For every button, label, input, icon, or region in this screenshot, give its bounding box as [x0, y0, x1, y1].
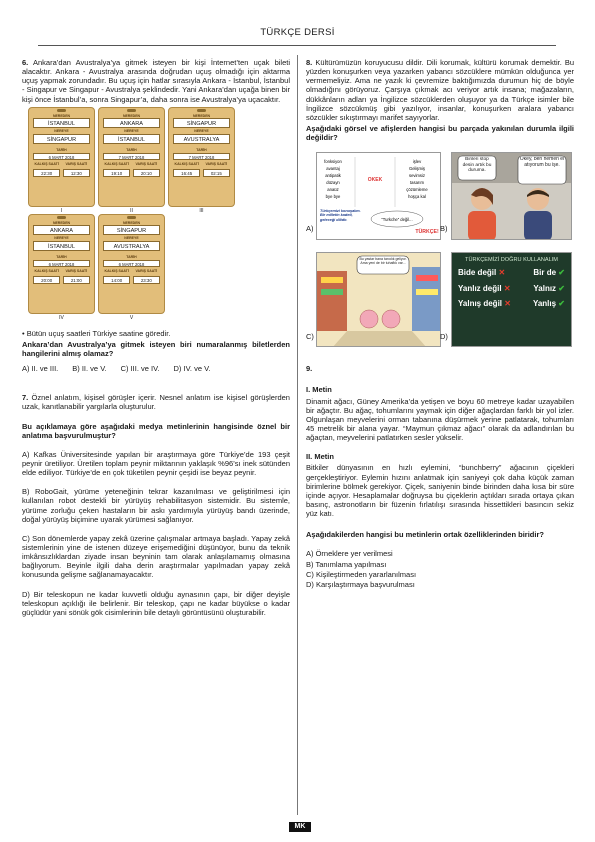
q9-option-b[interactable]: B) Tanımlama yapılması [306, 559, 387, 569]
q8-image-d[interactable] [451, 252, 572, 347]
column-divider [297, 55, 298, 815]
ticket-label-date: TARİH [56, 148, 67, 153]
ticket-label-to: NEREYE [194, 129, 209, 134]
word-foreign: düzayn [326, 180, 340, 186]
q8-image-a[interactable] [316, 152, 441, 240]
ticket-3 [168, 107, 235, 207]
cartoon-street-svg [317, 253, 441, 347]
ticket-2 [98, 107, 165, 207]
word-turkish: sevimsiz [408, 173, 426, 179]
ticket-label-to: NEREYE [124, 236, 139, 241]
q9-text1-title: I. Metin [306, 385, 332, 395]
ticket-time-labels [103, 162, 160, 166]
brand-text: OKEK [367, 177, 383, 184]
ticket-arr: 21:00 [63, 276, 90, 284]
ticket-from: SİNGAPUR [103, 225, 160, 235]
ticket-label-from: NEREDEN [122, 220, 141, 225]
ticket-to: İSTANBUL [103, 134, 160, 144]
ticket-label-dep: KALKIŞ SAATİ [104, 269, 129, 273]
ticket-pin [127, 109, 136, 112]
check-icon: ✔ [558, 299, 565, 309]
ticket-arr: 23:30 [133, 276, 160, 284]
ticket-label-date: TARİH [126, 255, 137, 260]
q8-question: Aşağıdaki görsel ve afişlerden hangisi bu parçada yakınılan durumla ilgili değildir? [306, 123, 574, 143]
q9-option-a[interactable]: A) Örneklere yer verilmesi [306, 549, 393, 559]
ticket-caption: V [129, 314, 134, 321]
ticket-group [22, 107, 290, 325]
q7-option-c[interactable]: C) Son dönemlerde yapay zekâ üzerine çalışmalar artmaya başladı. Yapay zekâ sistemlerinin yine de istenen düzeye erişemediğini düşünüyor, bunu da teknik imkânsızlıklardan ziyade insan beyninin tam olarak anlaşılamamış olmasına bağlıyorum. Beyinle ilgili daha derin araştırmalar yapılmadan yapay zekâ konusunda gelişme sağlanamayacaktır. [22, 533, 290, 580]
q8-text: 8. Kültürümüzün koruyucusu dildir. Dili korumak, kültürü korumak demektir. Bu yüzden konuşurken veya yazarken yabancı sözcüklere mümkün olduğunca yer vermemeliyiz. Ama ne yazık ki çevremize baktığımızda durumun hiç de böyle olmadığını görüyoruz. Çarşıya çıkmak acı veriyor artık insana; mağazaların, dükkânların adları ya İngilizce sözcüklerden oluşuyor ya da Türkçe isimler bile İngilizce sözcükmüş gibi yazılıyor, insanlar, konuşurken aralara yabancı sözcükler sıkıştırmayı marifet sayıyorlar. [306, 58, 574, 122]
ticket-to: AVUSTRALYA [103, 241, 160, 251]
ticket-times [33, 168, 90, 177]
ticket-dep: 19:10 [103, 169, 130, 177]
ticket-time-labels [103, 269, 160, 273]
street-bubble: Bu yastar bana tanıdık geliyor. Ama yeni de bir tuhaflık var... [359, 257, 407, 266]
ticket-label-dep: KALKIŞ SAATİ [104, 162, 129, 166]
ticket-from: ANKARA [33, 225, 90, 235]
q9-options [306, 549, 574, 589]
cartoon-people-svg [452, 153, 572, 240]
ticket-times [103, 168, 160, 177]
ticket-time-labels [173, 162, 230, 166]
q8-label-d[interactable]: D) [440, 332, 448, 342]
ticket-dep: 14:00 [103, 276, 130, 284]
check-icon: ✔ [558, 267, 565, 277]
ticket-from: SİNGAPUR [173, 118, 230, 128]
ticket-label-arr: VARIŞ SAATİ [205, 162, 228, 166]
ticket-caption: II [130, 207, 133, 214]
ticket-label-from: NEREDEN [52, 220, 71, 225]
q9-text2-title: II. Metin [306, 452, 334, 462]
q6-option-a[interactable]: A) II. ve III. [22, 364, 59, 374]
bubble-left: Birileri stop desin artık bu duruma. [462, 157, 492, 174]
ticket-times [103, 275, 160, 284]
q8-image-c[interactable] [316, 252, 441, 347]
cross-icon: ✕ [504, 299, 511, 309]
cross-icon: ✕ [498, 267, 506, 277]
board-row: Yalnış değil ✕ Yanlış ✔ [458, 299, 565, 309]
board-row: Yanlız değil ✕ Yalnız ✔ [458, 283, 565, 293]
q6-option-d[interactable]: D) IV. ve V. [173, 364, 211, 374]
ticket-label-to: NEREYE [54, 236, 69, 241]
board-title: TÜRKÇEMİZİ DOĞRU KULLANALIM [465, 257, 558, 264]
ticket-label-from: NEREDEN [52, 113, 71, 118]
ticket-date: 7 MART 2018 [173, 153, 230, 160]
q8-image-b[interactable] [451, 152, 572, 240]
ticket-from: İSTANBUL [33, 118, 90, 128]
ticket-caption: I [60, 207, 63, 214]
q6-option-b[interactable]: B) II. ve V. [72, 364, 107, 374]
q7-option-b[interactable]: B) RoboGait, yürüme yeteneğinin tekrar kazanılması ve geliştirilmesi için kullanılan robot destekli bir yürüyüş rehabilitasyon sistemidir. Bu sistemle, yürüme zorluğu çeken hastaların bir askı yardımıyla yürüyüş bandı üzerinde, doğal yürüyüş biçimine uyarak yürümesi sağlanıyor. [22, 487, 290, 524]
word-foreign: bye bye [325, 194, 341, 200]
poster-svg [317, 153, 441, 240]
word-turkish: Gelişmiş [408, 166, 426, 172]
ticket-label-from: NEREDEN [122, 113, 141, 118]
ticket-date: 6 MART 2018 [33, 153, 90, 160]
q6-question: Ankara’dan Avustralya’ya gitmek isteyen biri numaralanmış biletlerden hangilerini almış olamaz? [22, 339, 290, 358]
ticket-dep: 20:00 [33, 276, 60, 284]
word-turkish: hoşça kal [408, 194, 426, 200]
ticket-label-arr: VARIŞ SAATİ [135, 269, 158, 273]
q9-text2: Bitkiler dünyasının en hızlı eylemini, “bunchberry” ağacının çiçekleri gerçekleştiriyor. Eylemin hızını anlatmak için saniyeyi çok daha küçük zaman birimlerine bölmek gerekiyor. Çiçek, saniyenin binde birinden daha kısa bir süre içinde açıyor. Hesaplamalar doğruysa bu çiçeklerin açtıkları sırada ortaya çıkan basınç, astronotların bir füzenin fırlatılışı sırasında hissettikleri basıncın sekiz yüz katı. [306, 463, 574, 519]
ticket-pin [57, 216, 66, 219]
q7-question: Bu açıklamaya göre aşağıdaki medya metinlerinin hangisinde öznel bir anlatıma başvurulmuştur? [22, 421, 290, 440]
cross-icon: ✕ [503, 283, 511, 293]
ticket-label-arr: VARIŞ SAATİ [65, 162, 88, 166]
ticket-label-to: NEREYE [124, 129, 139, 134]
word-foreign: antipatik [325, 173, 341, 179]
q8-label-b[interactable]: B) [440, 224, 448, 234]
ticket-date: 6 MART 2018 [33, 260, 90, 267]
ticket-arr: 12:30 [63, 169, 90, 177]
ticket-dep: 22:30 [33, 169, 60, 177]
bubble-right: Okey, ben hemen el atıyorum bu işe. [519, 157, 565, 169]
word-foreign: anaüz [327, 187, 339, 193]
ticket-5 [98, 214, 165, 314]
ticket-4 [28, 214, 95, 314]
word-turkish: işlev [412, 159, 422, 165]
ticket-label-to: NEREYE [54, 129, 69, 134]
ticket-times [33, 275, 90, 284]
ticket-label-arr: VARIŞ SAATİ [65, 269, 88, 273]
ticket-arr: 20:10 [133, 169, 160, 177]
board-row: Bide değil ✕ Bir de ✔ [458, 267, 565, 277]
ticket-to: İSTANBUL [33, 241, 90, 251]
poster-bubble: “Turkche” değil... [381, 217, 413, 223]
ticket-time-labels [33, 162, 90, 166]
q9-question: Aşağıdakilerden hangisi bu metinlerin ortak özelliklerinden biridir? [306, 530, 544, 540]
publisher-logo: MK [289, 822, 311, 832]
ticket-to: SİNGAPUR [33, 134, 90, 144]
poster-slogan: Türkçemizi konuşalım. Bir milletin kadeti, geleceği dilidir. [320, 209, 361, 222]
q7-option-d[interactable]: D) Bir teleskopun ne kadar kuvvetli olduğu aynasının çapı, bir diğer deyişle teleskopun açıklığı ile belirlenir. Bir teleskop, çapı ne kadar büyükse o kadar güçlüdür yani sönük gök cisimlerinin bile detaylı görüntüsünü oluşturabilir. [22, 589, 290, 617]
word-foreign: avantaj [326, 166, 340, 172]
q9-number: 9. [306, 364, 313, 374]
check-icon: ✔ [558, 283, 565, 293]
q6-option-c[interactable]: C) III. ve IV. [120, 364, 160, 374]
q6-text: 6. Ankara’dan Avustralya’ya gitmek isteyen bir kişi İnternet’ten uçak bileti alacaktır. Ankara - Avustralya arasında doğrudan uçuş olmadığı için aktarma uçuş yapmak zorundadır. Bu uçuş için hatlar sırasıyla Ankara - İstanbul, İstanbul - Singapur ve Singapur - Avustralya şeklindedir. Yani Ankara’dan uçağa binen bir kişi önce İstanbul’a, sonra Singapur’a, daha sonra ise Avustralya’ya uçacaktır. [22, 58, 290, 104]
left-column [22, 58, 290, 619]
q8-label-a[interactable]: A) [306, 224, 314, 234]
ticket-label-date: TARİH [196, 148, 207, 153]
ticket-to: AVUSTRALYA [173, 134, 230, 144]
q6-options [22, 364, 290, 373]
right-column [306, 58, 574, 590]
ticket-1 [28, 107, 95, 207]
ticket-label-dep: KALKIŞ SAATİ [34, 162, 59, 166]
ticket-caption: III [199, 207, 204, 214]
ticket-label-date: TARİH [56, 255, 67, 260]
q9-option-c[interactable]: C) Kişileştirmeden yararlanılması [306, 569, 417, 579]
q9-option-d[interactable]: D) Karşılaştırmaya başvurulması [306, 579, 415, 589]
q6-note: • Bütün uçuş saatleri Türkiye saatine göredir. [22, 328, 171, 338]
ticket-pin [127, 216, 136, 219]
header-rule [38, 45, 556, 46]
ticket-times [173, 168, 230, 177]
q7-option-a[interactable]: A) Kafkas Üniversitesinde yapılan bir araştırmaya göre Türkiye’de 193 çeşit peynir üretiliyor. Üretilen toplam peynir miktarının yaklaşık %96’sı inek sütünden elde ediliyor. Türkiye’de en çok tüketilen peynir çeşidi ise beyaz peynir. [22, 449, 290, 478]
q8-image-grid [306, 148, 574, 378]
ticket-pin [57, 109, 66, 112]
ticket-label-dep: KALKIŞ SAATİ [174, 162, 199, 166]
ticket-caption: IV [59, 314, 64, 321]
ticket-dep: 16:45 [173, 169, 200, 177]
ticket-date: 6 MART 2018 [103, 260, 160, 267]
q9-text1: Dinamit ağacı, Güney Amerika’da yetişen ve boyu 60 metreye kadar uzayabilen bir ağaçtır. Bu ağaç, tohumlarını yaymak için diğer ağaçlardan farklı bir yol izler. Olgunlaşan meyvelerini orman tabanına düşürmek yerine patlatarak, tohumları 45 metrelik bir alana yayar. “Maymun çıkmaz ağacı” olarak da adlandırılan bu ağaçtan, meyvelerini patlatırken sesler yükselir. [306, 396, 574, 443]
q7-intro: 7. Öznel anlatım, kişisel görüşler içerir. Nesnel anlatım ise kişisel görüşlerden uzak, kanıtlanabilir yargılarla oluşturulur. [22, 393, 290, 412]
ticket-date: 7 MART 2018 [103, 153, 160, 160]
word-turkish: çözümleme [406, 187, 428, 193]
ticket-label-date: TARİH [126, 148, 137, 153]
ticket-time-labels [33, 269, 90, 273]
ticket-label-from: NEREDEN [192, 113, 211, 118]
ticket-arr: 02:15 [203, 169, 230, 177]
word-turkish: tasarım [410, 180, 424, 186]
q8-label-c[interactable]: C) [306, 332, 314, 342]
word-foreign: fonksiyon [324, 159, 342, 165]
ticket-label-arr: VARIŞ SAATİ [135, 162, 158, 166]
page-title: TÜRKÇE DERSİ [260, 27, 335, 38]
ticket-label-dep: KALKIŞ SAATİ [34, 269, 59, 273]
ticket-from: ANKARA [103, 118, 160, 128]
ticket-pin [197, 109, 206, 112]
poster-stamp: TÜRKÇE! [415, 229, 439, 236]
